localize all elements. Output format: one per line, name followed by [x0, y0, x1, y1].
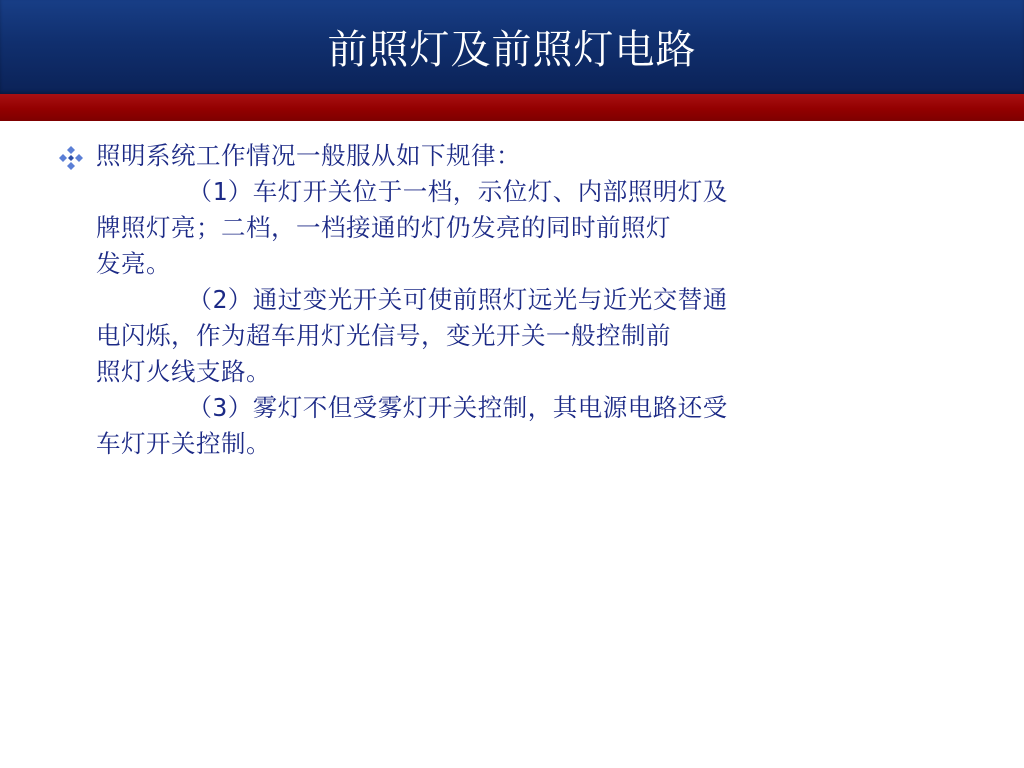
slide-body [56, 138, 906, 462]
body-line-8: （3）雾灯不但受雾灯开关控制，其电源电路还受 [96, 393, 728, 422]
body-line-2: （1）车灯开关位于一档，示位灯、内部照明灯及 [96, 177, 728, 206]
diamond-bullet-icon [58, 145, 84, 171]
body-line-7: 照灯火线支路。 [96, 357, 271, 386]
body-line-5: （2）通过变光开关可使前照灯远光与近光交替通 [96, 285, 728, 314]
body-line-3: 牌照灯亮；二档，一档接通的灯仍发亮的同时前照灯 [96, 213, 671, 242]
slide-title: 前照灯及前照灯电路 [327, 27, 697, 73]
body-line-1: 照明系统工作情况一般服从如下规律： [96, 141, 521, 170]
bullet-item [56, 138, 906, 462]
accent-band [0, 94, 1024, 121]
body-line-6: 电闪烁，作为超车用灯光信号，变光开关一般控制前 [96, 321, 671, 350]
body-line-9: 车灯开关控制。 [96, 429, 271, 458]
body-line-4: 发亮。 [96, 249, 171, 278]
